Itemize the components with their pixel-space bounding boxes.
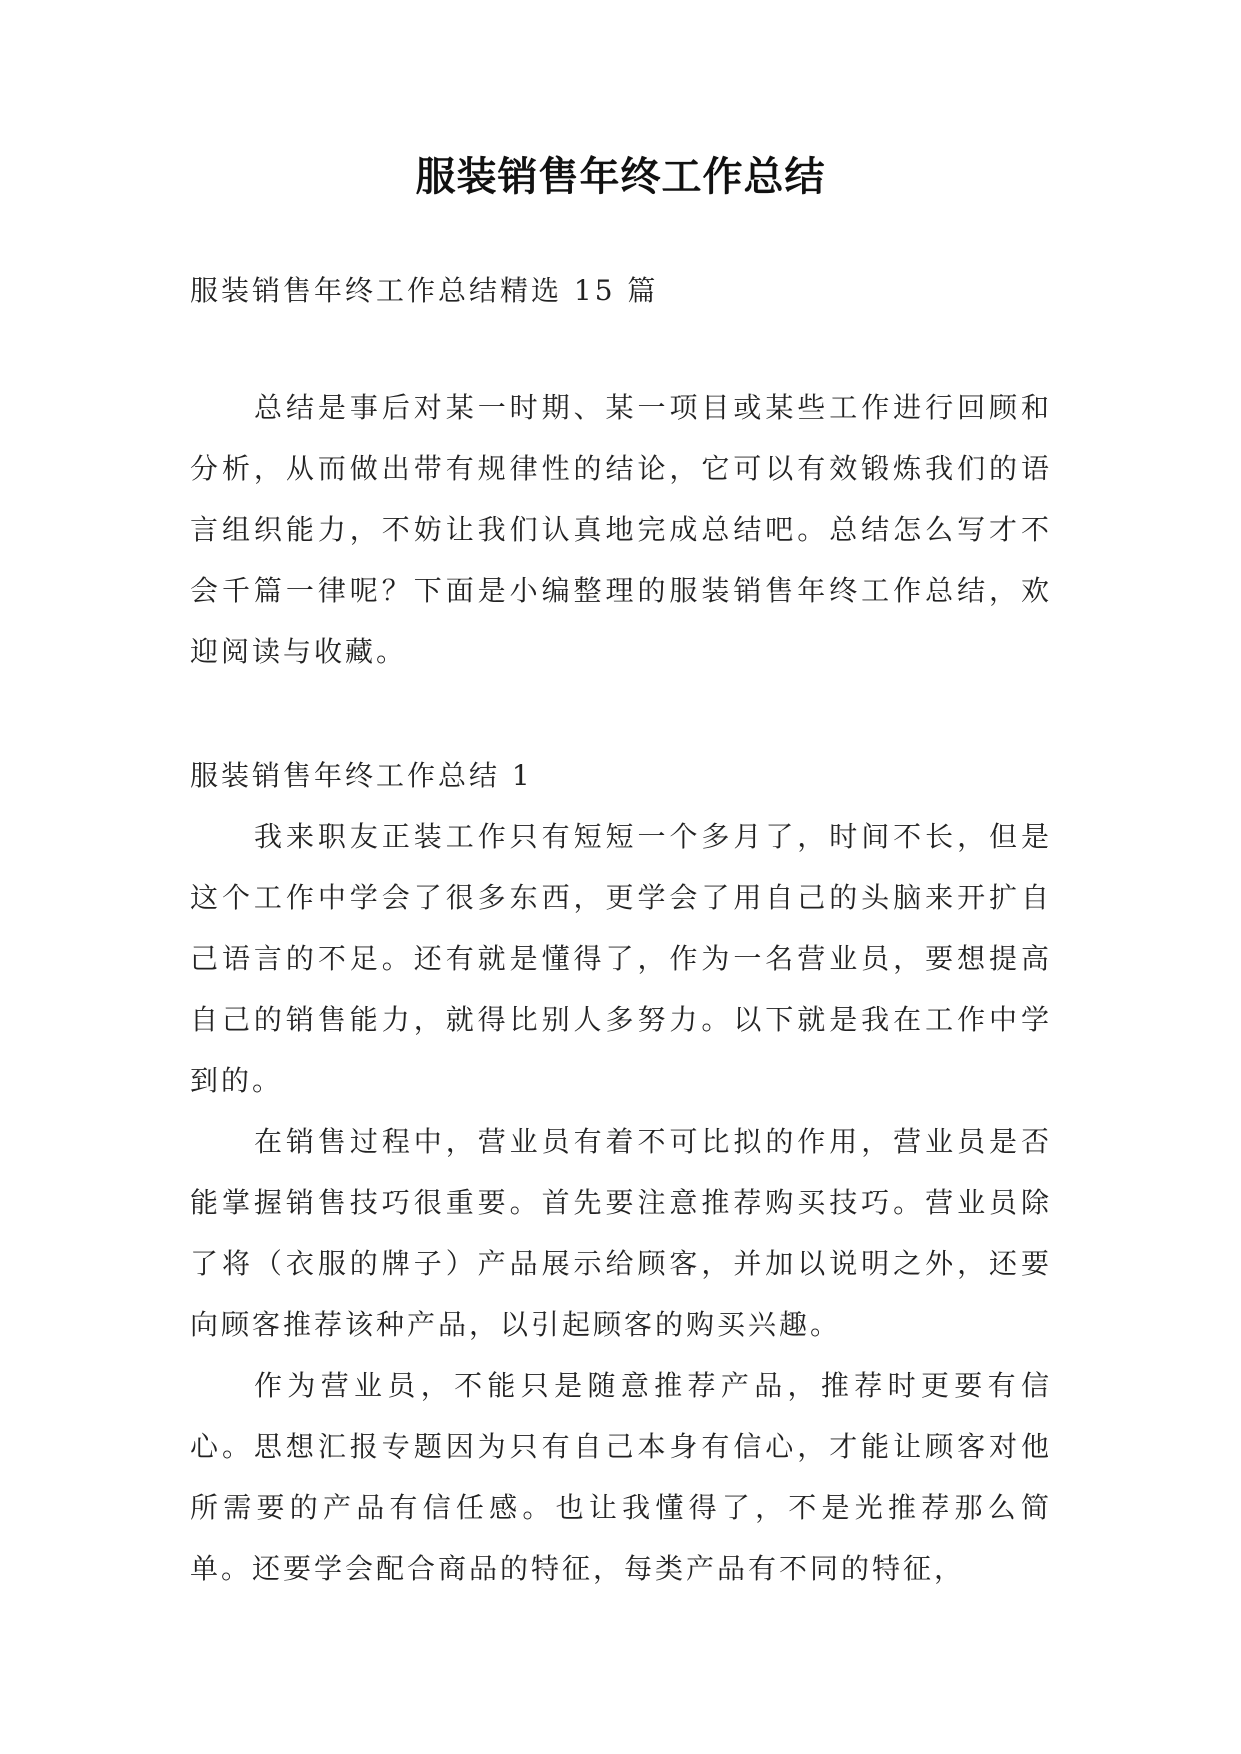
intro-paragraph: 总结是事后对某一时期、某一项目或某些工作进行回顾和分析，从而做出带有规律性的结论，它可以有效锻炼我们的语言组织能力，不妨让我们认真地完成总结吧。总结怎么写才不会千篇一律呢？下面是小编整理的服装销售年终工作总结，欢迎阅读与收藏。 — [190, 391, 1052, 668]
body-paragraph-3: 作为营业员，不能只是随意推荐产品，推荐时更要有信心。思想汇报专题因为只有自己本身有信心，才能让顾客对他所需要的产品有信任感。也让我懂得了，不是光推荐那么简单。还要学会配合商品的特征，每类产品有不同的特征， — [190, 1369, 1052, 1585]
body-paragraph-2: 在销售过程中，营业员有着不可比拟的作用，营业员是否能掌握销售技巧很重要。首先要注意推荐购买技巧。营业员除了将（衣服的牌子）产品展示给顾客，并加以说明之外，还要向顾客推荐该种产品，以引起顾客的购买兴趣。 — [190, 1125, 1052, 1341]
body-paragraph-1: 我来职友正装工作只有短短一个多月了，时间不长，但是这个工作中学会了很多东西，更学会了用自己的头脑来开扩自己语言的不足。还有就是懂得了，作为一名营业员，要想提高自己的销售能力，就得比别人多努力。以下就是我在工作中学到的。 — [190, 820, 1052, 1097]
section-heading: 服装销售年终工作总结 1 — [190, 759, 533, 792]
document-title: 服装销售年终工作总结 — [415, 154, 826, 200]
document-body — [190, 260, 1052, 1599]
document-subtitle: 服装销售年终工作总结精选 15 篇 — [190, 274, 659, 307]
